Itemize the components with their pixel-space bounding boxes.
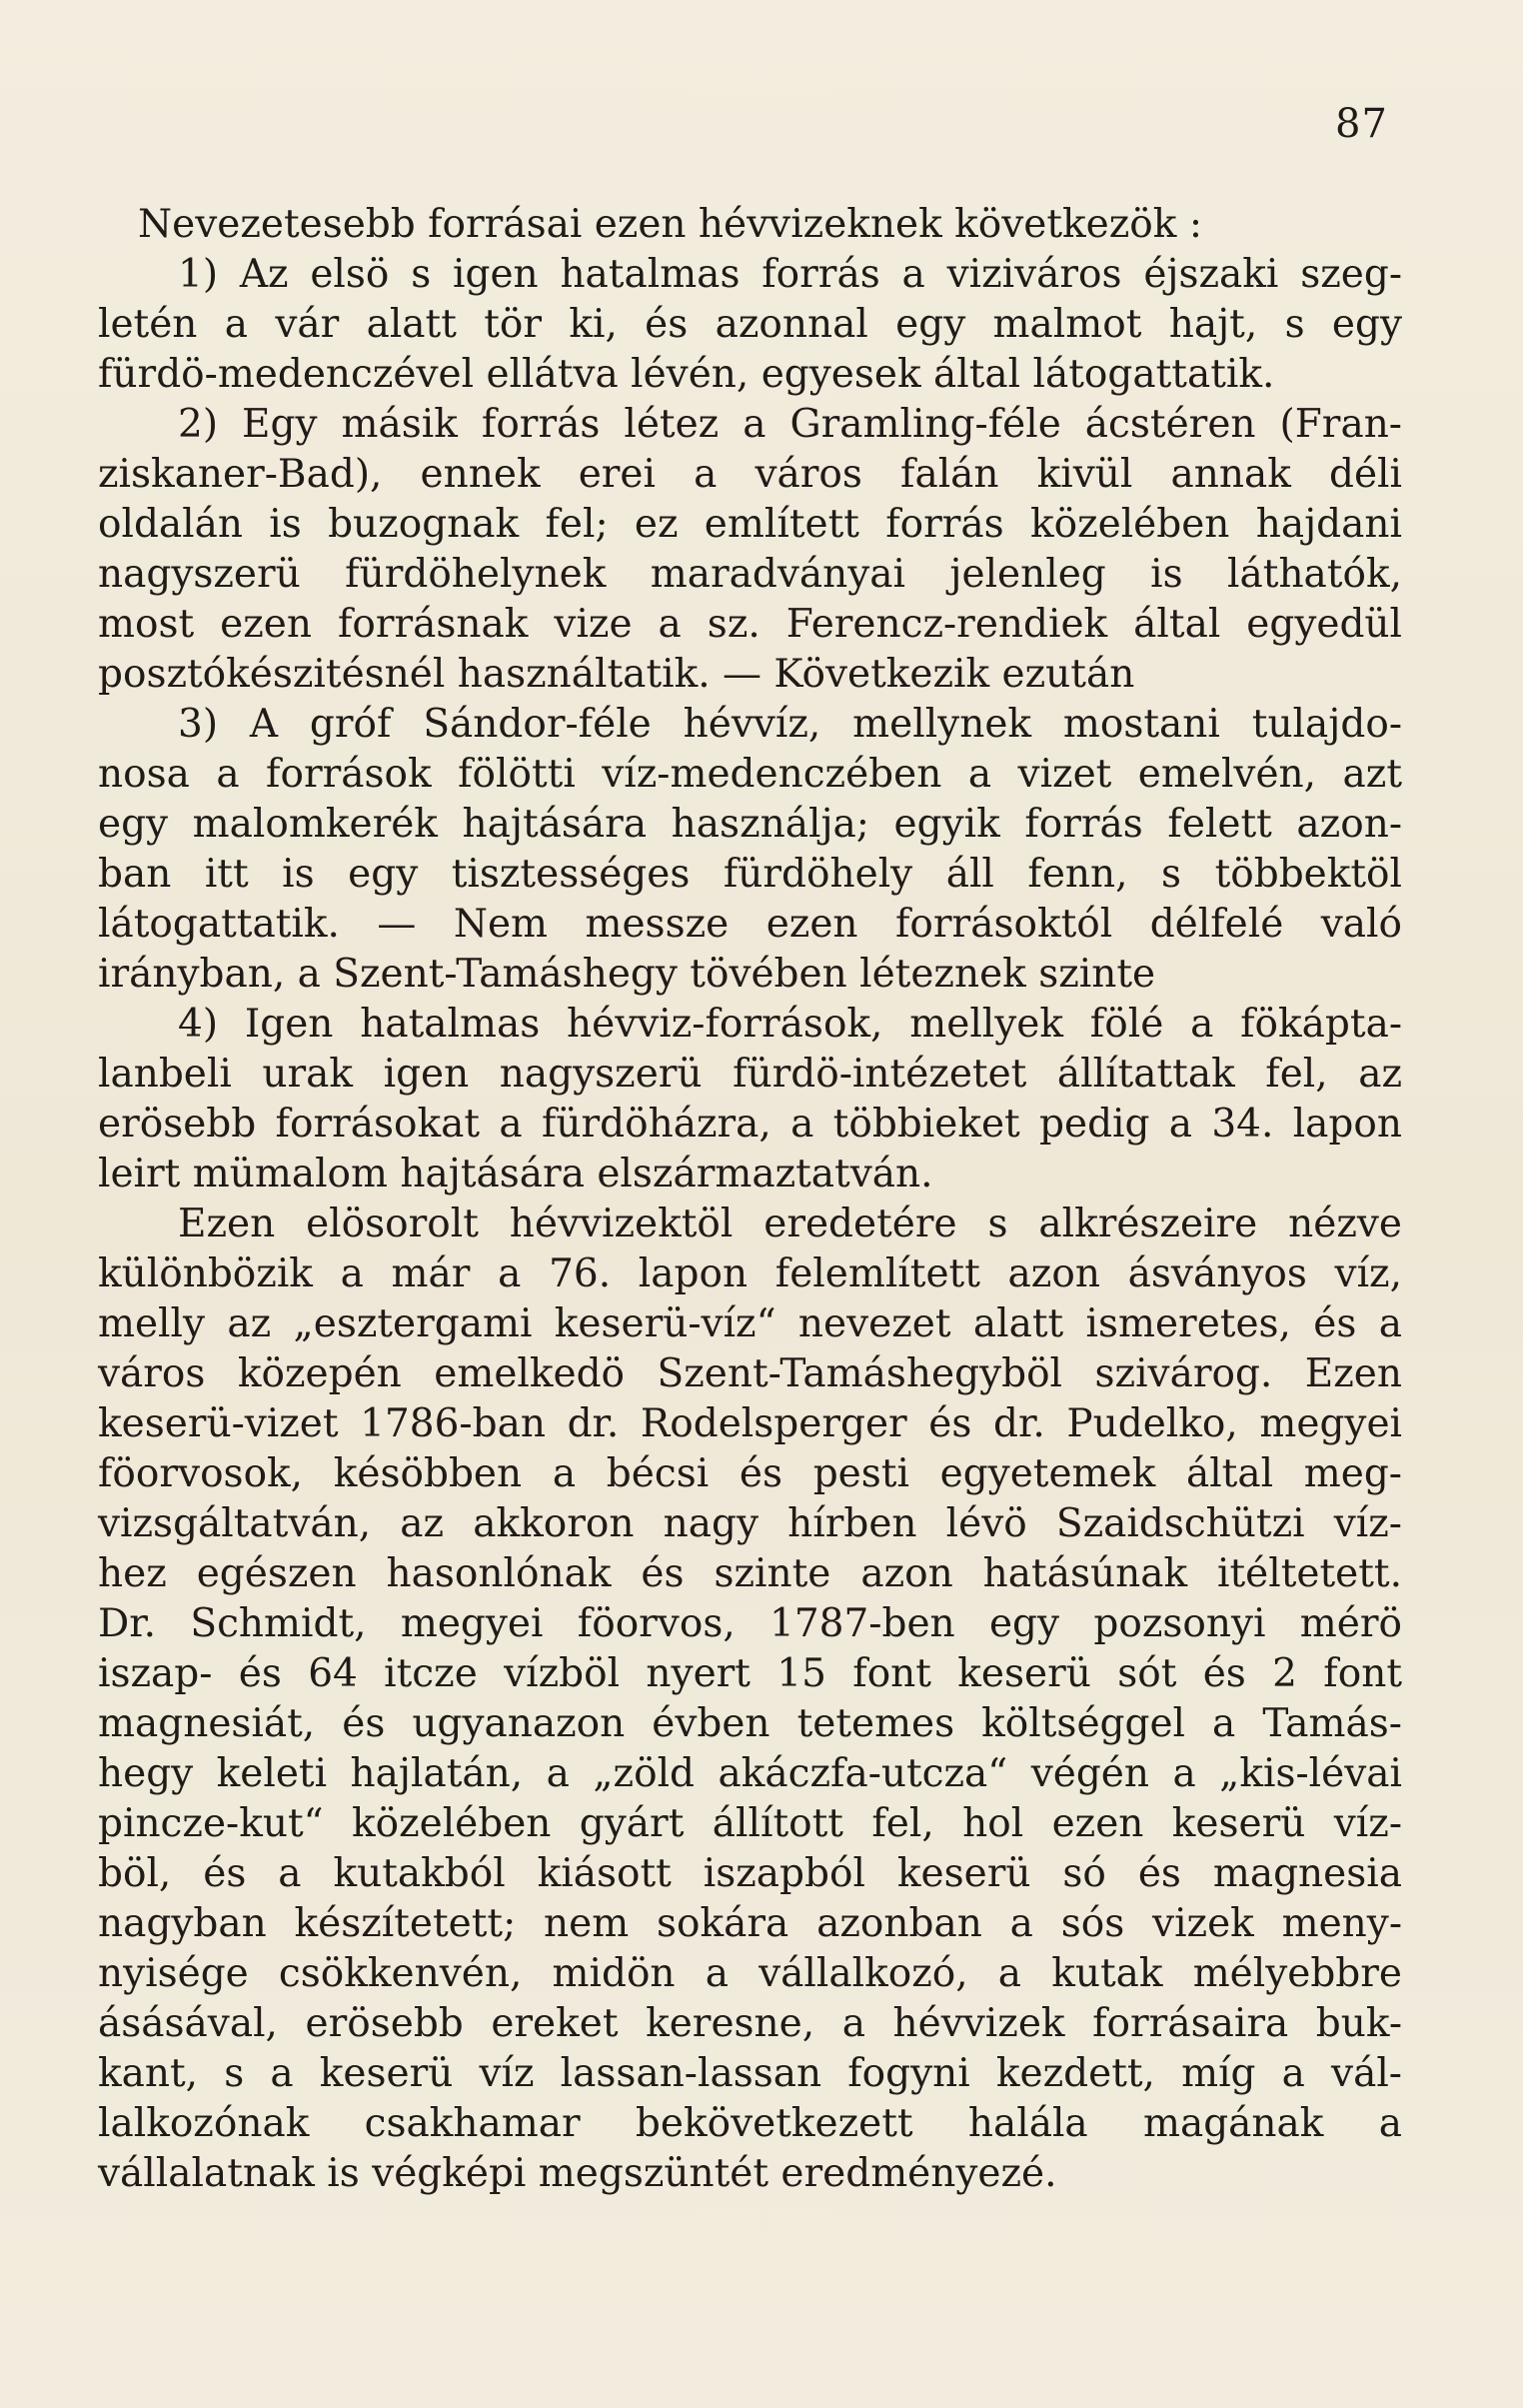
text-line: hez egészen hasonlónak és szinte azon hatásúnak itéltetett. — [98, 1551, 1402, 1596]
text-line: 2) Egy másik forrás létez a Gramling-féle ácstéren (Fran- — [178, 402, 1402, 447]
text-line: 1) Az elsö s igen hatalmas forrás a viziváros éjszaki szeg- — [178, 252, 1402, 297]
text-line: 4) Igen hatalmas hévviz-források, mellyek fölé a fökápta- — [178, 1002, 1402, 1047]
text-line: ásásával, erösebb ereket keresne, a hévvizek forrásaira buk- — [98, 2001, 1402, 2046]
text-line: nagyszerü fürdöhelynek maradványai jelenleg is láthatók, — [98, 552, 1402, 597]
text-line: nyisége csökkenvén, midön a vállalkozó, a kutak mélyebbre — [98, 1951, 1402, 1996]
text-line: kant, s a keserü víz lassan-lassan fogyni kezdett, míg a vál- — [98, 2051, 1402, 2096]
text-line: ban itt is egy tisztességes fürdöhely áll fenn, s többektöl — [98, 852, 1402, 897]
text-line: egy malomkerék hajtására használja; egyik forrás felett azon- — [98, 802, 1402, 847]
text-line: lalkozónak csakhamar bekövetkezett halála magának a — [98, 2101, 1402, 2146]
text-line: hegy keleti hajlatán, a „zöld akáczfa-utcza“ végén a „kis-lévai — [98, 1751, 1402, 1796]
text-line: lanbeli urak igen nagyszerü fürdö-intézetet állítattak fel, az — [98, 1052, 1402, 1097]
body-text — [98, 200, 1402, 2199]
text-line: magnesiát, és ugyanazon évben tetemes költséggel a Tamás- — [98, 1701, 1402, 1746]
text-line: iszap- és 64 itcze vízböl nyert 15 font keserü sót és 2 font — [98, 1651, 1402, 1696]
text-line: Dr. Schmidt, megyei föorvos, 1787-ben egy pozsonyi mérö — [98, 1601, 1402, 1646]
text-line: irányban, a Szent-Tamáshegy tövében léteznek szinte — [98, 952, 1156, 997]
text-line: keserü-vizet 1786-ban dr. Rodelsperger és dr. Pudelko, megyei — [98, 1401, 1402, 1446]
text-line: nosa a források fölötti víz-medenczében a vizet emelvén, azt — [98, 752, 1402, 797]
text-line: oldalán is buzognak fel; ez említett forrás közelében hajdani — [98, 502, 1402, 547]
text-line: föorvosok, késöbben a bécsi és pesti egyetemek által meg- — [98, 1451, 1402, 1496]
text-line: 3) A gróf Sándor-féle hévvíz, mellynek mostani tulajdo- — [178, 702, 1402, 747]
page-number: 87 — [1335, 101, 1388, 147]
text-line: vizsgáltatván, az akkoron nagy hírben lévö Szaidschützi víz- — [98, 1501, 1402, 1546]
text-line: leirt mümalom hajtására elszármaztatván. — [98, 1152, 933, 1197]
text-line: ziskaner-Bad), ennek erei a város falán kivül annak déli — [98, 452, 1402, 497]
text-line: fürdö-medenczével ellátva lévén, egyesek által látogattatik. — [98, 352, 1275, 397]
text-line: most ezen forrásnak vize a sz. Ferencz-rendiek által egyedül — [98, 602, 1402, 647]
text-line: böl, és a kutakból kiásott iszapból keserü só és magnesia — [98, 1851, 1402, 1896]
text-line: pincze-kut“ közelében gyárt állított fel, hol ezen keserü víz- — [98, 1801, 1402, 1846]
text-line: nagyban készítetett; nem sokára azonban a sós vizek meny- — [98, 1901, 1402, 1946]
text-line: posztókészitésnél használtatik. — Következik ezután — [98, 652, 1135, 697]
text-line: vállalatnak is végképi megszüntét eredményezé. — [98, 2151, 1057, 2196]
text-line: Ezen elösorolt hévvizektöl eredetére s alkrészeire nézve — [178, 1202, 1402, 1246]
text-line: letén a vár alatt tör ki, és azonnal egy malmot hajt, s egy — [98, 302, 1402, 347]
text-line: város közepén emelkedö Szent-Tamáshegyböl szivárog. Ezen — [98, 1351, 1402, 1396]
text-line: különbözik a már a 76. lapon felemlített azon ásványos víz, — [98, 1251, 1402, 1296]
text-line: melly az „esztergami keserü-víz“ nevezet alatt ismeretes, és a — [98, 1301, 1402, 1346]
text-line: látogattatik. — Nem messze ezen forrásoktól délfelé való — [98, 902, 1402, 947]
text-line: Nevezetesebb forrásai ezen hévvizeknek következök : — [138, 202, 1202, 247]
text-line: erösebb forrásokat a fürdöházra, a többieket pedig a 34. lapon — [98, 1102, 1402, 1147]
